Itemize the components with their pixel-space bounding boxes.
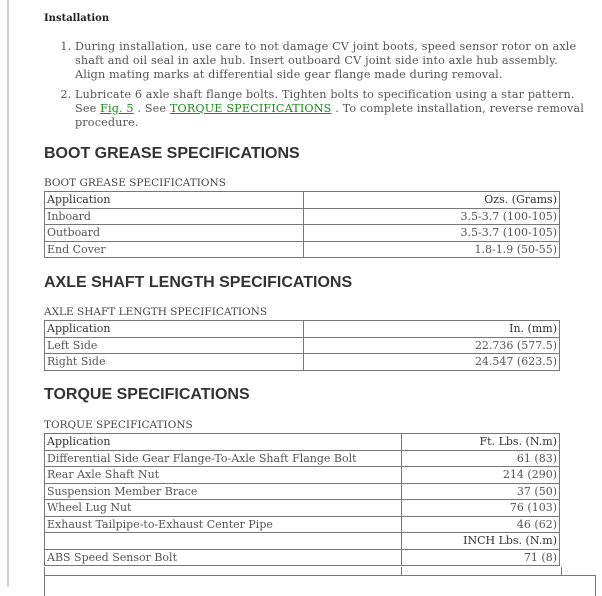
table-row: [45, 208, 560, 225]
boot-grease-table: [44, 191, 560, 258]
table-row: [45, 483, 560, 500]
column-header-application: Application: [45, 192, 304, 209]
installation-step-2-text-before: Lubricate 6 axle shaft flange bolts. Tighten bolts to specification using a star pattern. See: [75, 87, 575, 115]
torque-specifications-link[interactable]: TORQUE SPECIFICATIONS: [169, 101, 332, 115]
table-row: [45, 500, 560, 517]
fig-5-link[interactable]: Fig. 5: [100, 101, 134, 115]
column-header-application: Application: [45, 434, 402, 451]
table-cell: 37 (50): [402, 483, 560, 500]
table-cell: Differential Side Gear Flange-To-Axle Shaft Flange Bolt: [45, 450, 402, 467]
table-cell: 46 (62): [402, 516, 560, 533]
torque-specifications-table: [44, 433, 560, 566]
installation-step-2-text-middle: . See: [133, 101, 170, 115]
installation-heading: Installation: [44, 13, 110, 24]
table-row: [45, 241, 560, 258]
column-header-application: Application: [45, 321, 304, 338]
column-header-ft-lbs-nm: Ft. Lbs. (N.m): [402, 434, 560, 451]
table-subheader-row: [45, 533, 560, 550]
table-cell: Suspension Member Brace: [45, 483, 402, 500]
table-cell: End Cover: [45, 241, 304, 258]
table-cell: 214 (290): [402, 467, 560, 484]
installation-steps: [44, 40, 587, 135]
table-cell: Outboard: [45, 225, 304, 242]
table-row: [45, 549, 560, 566]
boot-grease-heading: BOOT GREASE SPECIFICATIONS: [44, 145, 300, 162]
column-header-in-mm: In. (mm): [304, 321, 560, 338]
table-row: [45, 354, 560, 371]
table-row: [45, 450, 560, 467]
next-section-frame: [44, 575, 596, 596]
axle-shaft-length-heading: AXLE SHAFT LENGTH SPECIFICATIONS: [44, 274, 353, 291]
table-cell: Wheel Lug Nut: [45, 500, 402, 517]
table-header-row: [45, 321, 560, 338]
axle-shaft-length-caption: AXLE SHAFT LENGTH SPECIFICATIONS: [44, 306, 268, 318]
table-cell: 71 (8): [402, 549, 560, 566]
table-cell: 3.5-3.7 (100-105): [304, 208, 560, 225]
installation-step-1-text: During installation, use care to not damage CV joint boots, speed sensor rotor on axle shaft and oil seal in axle hub. Insert outboard CV joint side into axle hub assembly. Align mating marks at differential side gear flange made during removal.: [75, 40, 577, 82]
table-cell: 3.5-3.7 (100-105): [304, 225, 560, 242]
column-header-inch-lbs-nm: INCH Lbs. (N.m): [402, 533, 560, 550]
installation-step-2-text-after: . To complete installation, reverse removal procedure.: [75, 101, 584, 130]
table-cell: Left Side: [45, 337, 304, 354]
table-row: [45, 467, 560, 484]
table-cell: 22.736 (577.5): [304, 337, 560, 354]
table-continuation: [44, 567, 562, 575]
torque-specifications-caption: TORQUE SPECIFICATIONS: [44, 419, 193, 431]
table-header-row: [45, 434, 560, 451]
axle-shaft-length-table: [44, 320, 560, 371]
table-cell: Rear Axle Shaft Nut: [45, 467, 402, 484]
page-left-border: [7, 0, 9, 587]
table-cell: Exhaust Tailpipe-to-Exhaust Center Pipe: [45, 516, 402, 533]
boot-grease-caption: BOOT GREASE SPECIFICATIONS: [44, 177, 226, 189]
table-row: [45, 516, 560, 533]
table-continuation-divider: [401, 567, 402, 575]
table-cell: 61 (83): [402, 450, 560, 467]
table-cell: Right Side: [45, 354, 304, 371]
torque-specifications-heading: TORQUE SPECIFICATIONS: [44, 386, 250, 403]
table-cell: 1.8-1.9 (50-55): [304, 241, 560, 258]
table-row: [45, 225, 560, 242]
table-cell-empty: [45, 533, 402, 550]
table-cell: ABS Speed Sensor Bolt: [45, 549, 402, 566]
table-cell: 76 (103): [402, 500, 560, 517]
installation-step-2: [75, 88, 587, 131]
table-cell: Inboard: [45, 208, 304, 225]
installation-step-1: [75, 40, 587, 83]
table-row: [45, 337, 560, 354]
column-header-ozs-grams: Ozs. (Grams): [304, 192, 560, 209]
table-cell: 24.547 (623.5): [304, 354, 560, 371]
table-header-row: [45, 192, 560, 209]
